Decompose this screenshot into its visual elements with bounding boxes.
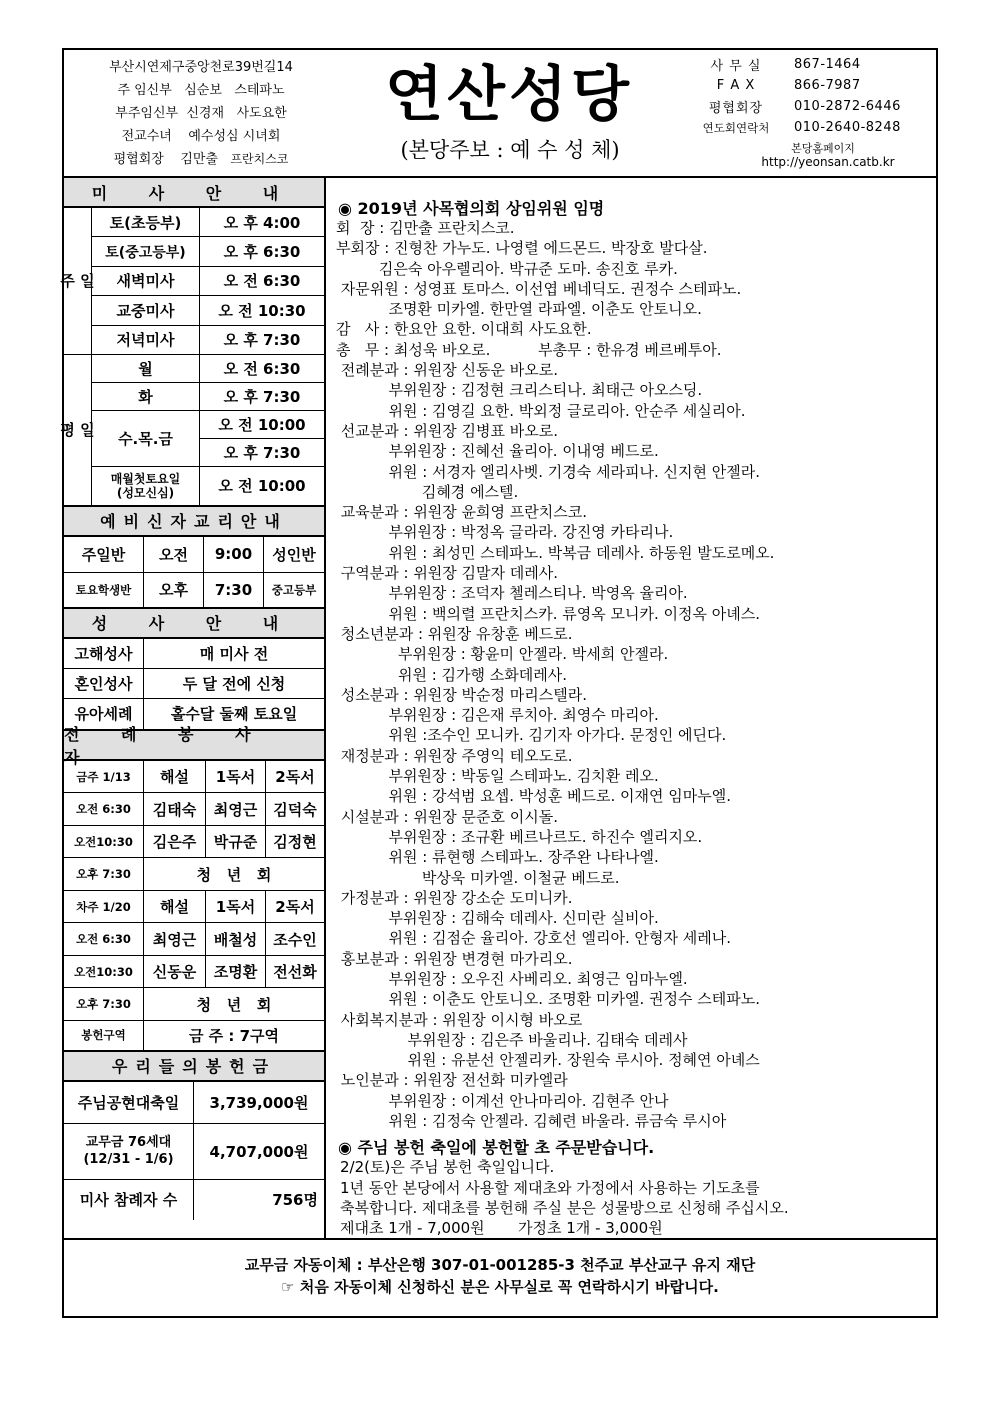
text-line: 부위원장 : 김정현 크리스티나. 최태근 아오스딩. <box>336 381 703 400</box>
auto-transfer-info: 교무금 자동이체 : 부산은행 307-01-001285-3 천주교 부산교구 유지 재단 <box>244 1256 756 1274</box>
class-time: 9:00 <box>204 537 264 573</box>
text-line: 선교분과 : 위원장 김병표 바오로. <box>336 421 559 440</box>
text-line: 교육분과 : 위원장 윤희영 프란치스코. <box>336 503 588 522</box>
text-line: 노인분과 : 위원장 전선화 미카엘라 <box>336 1071 568 1090</box>
server-mass-time: 오전 6:30 <box>64 923 144 956</box>
server-name: 최영근 <box>144 923 206 956</box>
text-line: 부위원장 : 김은주 바울리나. 김태숙 데레사 <box>336 1030 688 1049</box>
homepage-label: 본당홈페이지 <box>791 142 855 155</box>
text-line: 위원 : 강석범 요셉. 박성훈 베드로. 이재연 임마누엘. <box>336 787 731 806</box>
sunday-label: 주 일 <box>64 208 92 355</box>
text-line: 가정분과 : 위원장 강소순 도미니카. <box>336 888 573 907</box>
offering-table <box>64 1082 324 1220</box>
mass-name: 교중미사 <box>92 296 200 325</box>
text-line: 시설분과 : 위원장 문준호 이시돌. <box>336 807 559 826</box>
weekday-label: 평 일 <box>64 355 92 505</box>
sacrament-name: 유아세례 <box>64 699 144 729</box>
text-line: 부위원장 : 김해숙 데레사. 신미란 실비아. <box>336 909 659 928</box>
staff-row: 주 임신부 심순보 스테파노 <box>117 83 285 98</box>
server-name: 김덕숙 <box>266 793 324 826</box>
server-week-label: 차주 1/20 <box>64 891 144 924</box>
class-time: 7:30 <box>204 573 264 607</box>
server-mass-time: 오전 6:30 <box>64 793 144 826</box>
text-line: 위원 : 김영길 요한. 박외정 글로리아. 안순주 세실리아. <box>336 401 746 420</box>
mass-name: 토(중고등부) <box>92 237 200 266</box>
text-line: 김혜경 에스텔. <box>336 482 519 501</box>
server-name: 김정현 <box>266 826 324 859</box>
class-name: 주일반 <box>64 537 144 573</box>
text-line: 위원 : 류현행 스테파노. 장주완 나타나엘. <box>336 848 659 867</box>
text-line: 김은숙 아우렐리아. 박규준 도마. 송진호 루카. <box>336 259 678 278</box>
text-line: 위원 :조수인 모니카. 김기자 아가다. 문정인 에딘다. <box>336 726 727 745</box>
text-line: 부위원장 : 진혜선 율리아. 이내영 베드로. <box>336 442 659 461</box>
mass-time: 오 전 6:30 <box>200 355 324 383</box>
text-line: 부위원장 : 오우진 사베리오. 최영근 임마누엘. <box>336 969 688 988</box>
server-mass-time: 오전10:30 <box>64 826 144 859</box>
text-line: 조명환 미카엘. 한만열 라파엘. 이춘도 안토니오. <box>336 300 702 319</box>
text-line: 성소분과 : 위원장 박순정 마리스텔라. <box>336 685 588 704</box>
offering-label: 주님공현대축일 <box>64 1082 194 1124</box>
text-line: 재정분과 : 위원장 주영익 테오도로. <box>336 746 573 765</box>
contact-info <box>684 54 932 169</box>
sacraments-heading: 성 사 안 내 <box>64 609 324 639</box>
parish-info <box>70 56 332 171</box>
bulletin-header <box>64 50 936 178</box>
servers-heading: 전 례 봉 사 자 <box>64 731 324 761</box>
offering-value: 4,707,000원 <box>194 1124 324 1180</box>
server-col-header: 2독서 <box>266 891 324 924</box>
text-line: 부위원장 : 황윤미 안젤라. 박세희 안젤라. <box>336 645 669 664</box>
text-line: 위원 : 김정숙 안젤라. 김혜련 바울라. 류금숙 루시아 <box>336 1112 727 1131</box>
mass-time: 오 전 6:30 <box>200 267 324 296</box>
contact-row: F A X 866-7987 <box>716 78 861 93</box>
server-mass-time: 오후 7:30 <box>64 858 144 891</box>
mass-name: 수.목.금 <box>92 411 200 467</box>
attendance-value: 756명 <box>272 1191 318 1210</box>
text-line: 위원 : 백의렬 프란치스카. 류영옥 모니카. 이정옥 아녜스. <box>336 604 760 623</box>
server-name: 박규준 <box>206 826 266 859</box>
text-line: 위원 : 유분선 안젤리카. 장원숙 루시아. 정혜연 아녜스 <box>336 1051 760 1070</box>
server-group: 청 년 회 <box>144 858 324 891</box>
parish-address: 부산시연제구중앙천로39번길14 <box>109 60 293 75</box>
homepage-url[interactable]: http://yeonsan.catb.kr <box>761 155 895 169</box>
text-line: 2/2(토)은 주님 봉헌 축일입니다. <box>340 1158 555 1177</box>
text-line: 축복합니다. 제대초를 봉헌해 주실 분은 성물방으로 신청해 주십시오. <box>340 1198 789 1217</box>
sacrament-name: 고해성사 <box>64 639 144 669</box>
district-label: 봉헌구역 <box>64 1021 144 1050</box>
server-name: 조수인 <box>266 923 324 956</box>
class-name: 토요학생반 <box>64 573 144 607</box>
mass-time: 오 후 7:30 <box>200 326 324 355</box>
announcements <box>328 178 936 1238</box>
text-line: 제대초 1개 - 7,000원 가정초 1개 - 3,000원 <box>340 1219 663 1238</box>
mass-name: 월 <box>92 355 200 383</box>
text-line: 부회장 : 진형찬 가누도. 나영렬 에드몬드. 박장호 발다살. <box>336 239 708 258</box>
text-line: 구역분과 : 위원장 김말자 데레사. <box>336 564 559 583</box>
candle-title: ◉ 주님 봉헌 축일에 봉헌할 초 주문받습니다. <box>338 1137 655 1157</box>
staff-row: 부주임신부 신경재 사도요한 <box>115 106 287 121</box>
text-line: 위원 : 김가행 소화데레사. <box>336 665 568 684</box>
staff-row: 전교수녀 예수성심 시녀회 <box>121 129 281 144</box>
server-col-header: 2독서 <box>266 761 324 794</box>
mass-name: 저녁미사 <box>92 326 200 355</box>
text-line: 청소년분과 : 위원장 유창훈 베드로. <box>336 624 573 643</box>
sacraments-table <box>64 639 324 731</box>
text-line: 부위원장 : 김은재 루치아. 최영수 마리아. <box>336 706 659 725</box>
mass-name: 매월첫토요일 (성모신심) <box>92 467 200 505</box>
contact-row: 연도회연락처 010-2640-8248 <box>702 120 901 135</box>
mass-time: 오 후 7:30 <box>200 383 324 411</box>
class-ampm: 오후 <box>144 573 204 607</box>
text-line: 감 사 : 한요안 요한. 이대희 사도요한. <box>336 320 592 339</box>
server-name: 전선화 <box>266 956 324 989</box>
text-line: 위원 : 서경자 엘리사벳. 기경숙 세라피나. 신지현 안젤라. <box>336 462 760 481</box>
servers-table <box>64 761 324 1052</box>
contact-row: 사 무 실 867-1464 <box>710 57 861 74</box>
mass-heading: 미 사 안 내 <box>64 178 324 208</box>
text-line: 부위원장 : 조규환 베르나르도. 하진수 엘리지오. <box>336 827 703 846</box>
text-line: 부위원장 : 이계선 안나마리아. 김현주 안나 <box>336 1091 669 1110</box>
mass-time: 오 후 6:30 <box>200 237 324 266</box>
catechumen-heading: 예비신자교리안내 <box>64 507 324 537</box>
server-group: 청 년 회 <box>144 988 324 1021</box>
sacrament-name: 혼인성사 <box>64 669 144 699</box>
mass-time: 오 후 4:00 <box>200 208 324 237</box>
text-line: 위원 : 김점순 율리아. 강호선 엘리아. 안형자 세레나. <box>336 929 731 948</box>
mass-schedule-table <box>60 208 324 507</box>
text-line: 부위원장 : 박동일 스테파노. 김치환 레오. <box>336 767 659 786</box>
mass-time: 오 전 10:00 <box>218 477 306 496</box>
text-line: 자문위원 : 성영표 토마스. 이선엽 베네딕도. 권정수 스테파노. <box>336 279 742 298</box>
auto-transfer-notice: ☞ 처음 자동이체 신청하신 분은 사무실로 꼭 연락하시기 바랍니다. <box>281 1278 719 1296</box>
server-name: 김태숙 <box>144 793 206 826</box>
mass-name: 토(초등부) <box>92 208 200 237</box>
server-mass-time: 오후 7:30 <box>64 988 144 1021</box>
server-col-header: 해설 <box>144 761 206 794</box>
mass-time: 오 전 10:00 <box>200 411 324 439</box>
bulletin-footer <box>64 1238 936 1316</box>
offering-value: 3,739,000원 <box>194 1082 324 1124</box>
mass-time: 오 후 7:30 <box>200 439 324 467</box>
sacrament-desc: 매 미사 전 <box>144 639 324 669</box>
text-line: 1년 동안 본당에서 사용할 제대초와 가정에서 사용하는 기도초를 <box>340 1178 760 1197</box>
catechumen-table <box>64 537 324 609</box>
server-col-header: 해설 <box>144 891 206 924</box>
server-name: 조명환 <box>206 956 266 989</box>
server-name: 최영근 <box>206 793 266 826</box>
candle-notice <box>336 1157 936 1238</box>
text-line: 회 장 : 김만출 프란치스코. <box>336 219 515 237</box>
bulletin-subtitle: (본당주보 : 예 수 성 체) <box>400 138 620 162</box>
offering-heading: 우리들의봉헌금 <box>64 1052 324 1082</box>
mass-time: 오 전 10:30 <box>200 296 324 325</box>
text-line: 사회복지분과 : 위원장 이시형 바오로 <box>336 1010 583 1029</box>
class-group: 중고등부 <box>271 582 317 597</box>
text-line: 위원 : 최성민 스테파노. 박복금 데레사. 하동원 발도로메오. <box>336 543 775 562</box>
server-col-header: 1독서 <box>206 761 266 794</box>
district-value: 금 주 : 7구역 <box>188 1026 280 1045</box>
council-list <box>336 218 936 1131</box>
text-line: 부위원장 : 박정옥 글라라. 강진영 카타리나. <box>336 523 674 542</box>
server-name: 신동운 <box>144 956 206 989</box>
class-ampm: 오전 <box>144 537 204 573</box>
bulletin-title: 연산성당 <box>385 60 633 130</box>
attendance-label: 미사 참례자 수 <box>64 1180 194 1220</box>
server-week-label: 금주 1/13 <box>64 761 144 794</box>
sacrament-desc: 두 달 전에 신청 <box>144 669 324 699</box>
offering-label: 교무금 76세대 (12/31 - 1/6) <box>64 1124 194 1180</box>
text-line: 부위원장 : 조덕자 첼레스티나. 박영옥 율리아. <box>336 584 688 603</box>
contact-row: 평협회장 010-2872-6446 <box>708 99 901 116</box>
class-group: 성인반 <box>264 537 324 573</box>
text-line: 위원 : 이춘도 안토니오. 조명환 미카엘. 권정수 스테파노. <box>336 990 760 1009</box>
staff-row: 평협회장 김만출 프란치스코 <box>113 152 289 167</box>
sacrament-desc: 홀수달 둘째 토요일 <box>170 705 298 724</box>
info-sidebar <box>60 178 326 1238</box>
text-line: 박상욱 미카엘. 이철균 베드로. <box>336 868 620 887</box>
mass-name: 새벽미사 <box>92 267 200 296</box>
server-name: 배철성 <box>206 923 266 956</box>
council-title: ◉ 2019년 사목협의회 상임위원 임명 <box>338 198 605 218</box>
server-col-header: 1독서 <box>206 891 266 924</box>
mass-name: 화 <box>92 383 200 411</box>
server-name: 김은주 <box>144 826 206 859</box>
bulletin-frame <box>62 48 938 1318</box>
text-line: 총 무 : 최성욱 바오로. 부총무 : 한유경 베르베투아. <box>336 340 722 359</box>
text-line: 전례분과 : 위원장 신동운 바오로. <box>336 361 559 380</box>
text-line: 홍보분과 : 위원장 변경현 마가리오. <box>336 949 573 968</box>
server-mass-time: 오전10:30 <box>64 956 144 989</box>
